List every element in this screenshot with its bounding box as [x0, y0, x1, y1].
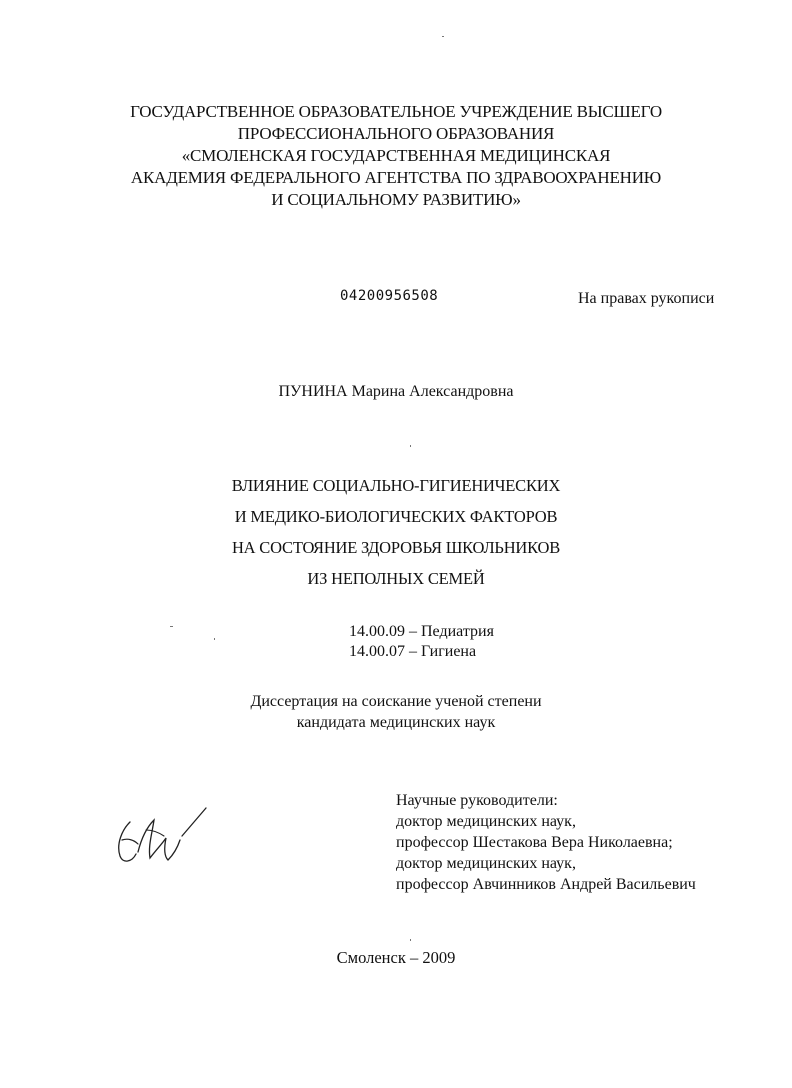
document-code: 04200956508 — [340, 288, 439, 304]
dissertation-degree — [0, 691, 792, 733]
specialties — [349, 622, 494, 662]
degree-line: кандидата медицинских наук — [296, 714, 496, 731]
title-line: НА СОСТОЯНИЕ ЗДОРОВЬЯ ШКОЛЬНИКОВ — [231, 538, 561, 557]
advisor-line: профессор Шестакова Вера Николаевна; — [396, 834, 673, 851]
title-line: ИЗ НЕПОЛНЫХ СЕМЕЙ — [307, 569, 485, 588]
institution-line: ПРОФЕССИОНАЛЬНОГО ОБРАЗОВАНИЯ — [237, 124, 555, 143]
specialty-line: 14.00.09 – Педиатрия — [349, 623, 494, 640]
advisor-line: профессор Авчинников Андрей Васильевич — [396, 876, 696, 893]
title-line: ВЛИЯНИЕ СОЦИАЛЬНО-ГИГИЕНИЧЕСКИХ — [231, 476, 561, 495]
rights-note: На правах рукописи — [578, 290, 715, 307]
place-year: Смоленск – 2009 — [336, 948, 456, 967]
institution-line: «СМОЛЕНСКАЯ ГОСУДАРСТВЕННАЯ МЕДИЦИНСКАЯ — [181, 146, 611, 165]
dissertation-title — [0, 470, 792, 594]
institution-line: И СОЦИАЛЬНОМУ РАЗВИТИЮ» — [271, 190, 521, 209]
specialty-line: 14.00.07 – Гигиена — [349, 643, 477, 660]
advisors-heading: Научные руководители: — [396, 792, 558, 809]
advisor-line: доктор медицинских наук, — [396, 855, 576, 872]
handwritten-signature — [108, 800, 212, 880]
scan-speck — [410, 445, 411, 447]
scan-speck — [442, 36, 444, 37]
degree-line: Диссертация на соискание ученой степени — [250, 693, 542, 710]
scan-speck — [214, 638, 215, 640]
scientific-advisors — [396, 790, 696, 895]
institution-line: АКАДЕМИЯ ФЕДЕРАЛЬНОГО АГЕНТСТВА ПО ЗДРАВООХРАНЕНИЮ — [130, 168, 662, 187]
institution-header — [0, 101, 792, 211]
advisor-line: доктор медицинских наук, — [396, 813, 576, 830]
institution-line: ГОСУДАРСТВЕННОЕ ОБРАЗОВАТЕЛЬНОЕ УЧРЕЖДЕНИЕ ВЫСШЕГО — [130, 102, 662, 121]
title-line: И МЕДИКО-БИОЛОГИЧЕСКИХ ФАКТОРОВ — [234, 507, 558, 526]
author-name: ПУНИНА Марина Александровна — [278, 383, 514, 400]
scan-speck — [170, 626, 173, 627]
scan-speck — [410, 939, 411, 941]
